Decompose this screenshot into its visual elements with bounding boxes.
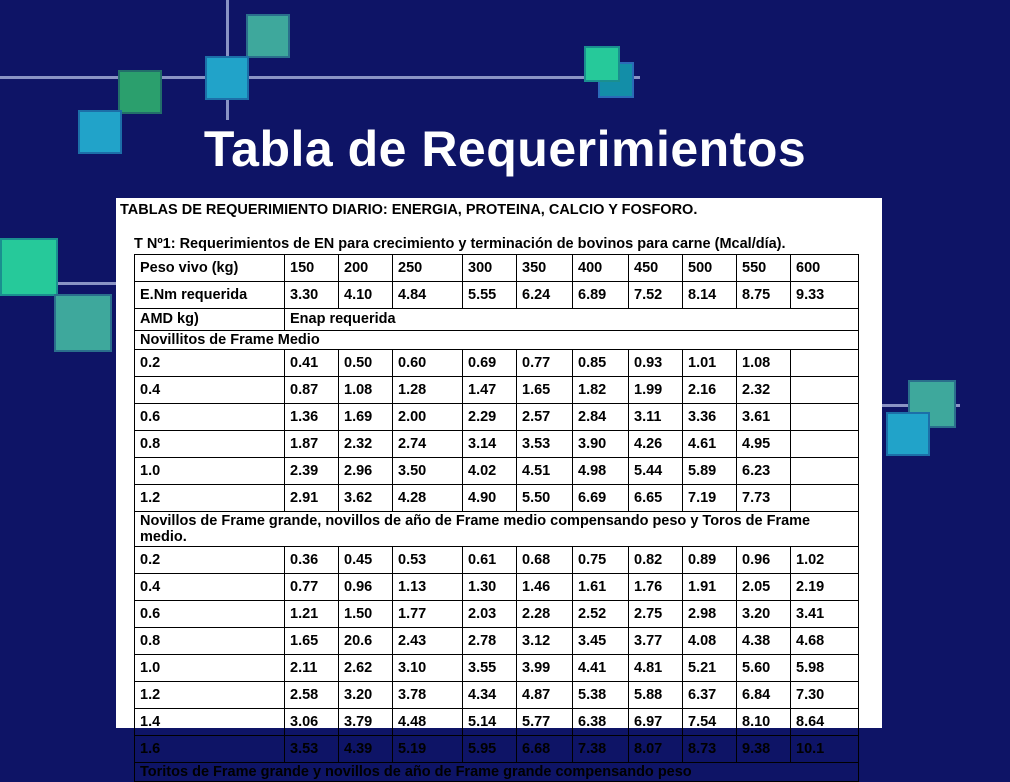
table-cell: 450 <box>629 255 683 282</box>
table-cell: 2.43 <box>393 628 463 655</box>
table-cell: 2.96 <box>339 458 393 485</box>
table-cell: 1.91 <box>683 574 737 601</box>
document-heading: TABLAS DE REQUERIMIENTO DIARIO: ENERGIA, PROTEINA, CALCIO Y FOSFORO. <box>120 202 698 218</box>
table-cell: 4.38 <box>737 628 791 655</box>
table-cell: 0.69 <box>463 350 517 377</box>
table-cell: 4.81 <box>629 655 683 682</box>
table-cell: 7.19 <box>683 485 737 512</box>
table-row <box>135 682 859 709</box>
table-cell: 4.02 <box>463 458 517 485</box>
table-cell: 0.61 <box>463 547 517 574</box>
table-header-row <box>135 255 859 282</box>
row-label: 1.4 <box>135 709 285 736</box>
table-row <box>135 431 859 458</box>
table-cell: 6.24 <box>517 282 573 309</box>
table-cell: 0.36 <box>285 547 339 574</box>
table-cell: 6.68 <box>517 736 573 763</box>
table-cell: 2.58 <box>285 682 339 709</box>
table-cell: 9.33 <box>791 282 859 309</box>
table-cell: 5.21 <box>683 655 737 682</box>
section-title: Novillitos de Frame Medio <box>135 331 859 350</box>
table-cell: 2.84 <box>573 404 629 431</box>
table-cell: 3.14 <box>463 431 517 458</box>
table-cell: 1.47 <box>463 377 517 404</box>
table-cell: 0.50 <box>339 350 393 377</box>
row-label: 1.2 <box>135 485 285 512</box>
table-cell: 1.87 <box>285 431 339 458</box>
table-cell: 2.98 <box>683 601 737 628</box>
table-cell: 0.93 <box>629 350 683 377</box>
table-cell: 4.08 <box>683 628 737 655</box>
table-cell: 0.75 <box>573 547 629 574</box>
table-cell: 3.79 <box>339 709 393 736</box>
row-label: 1.0 <box>135 655 285 682</box>
row-label: 1.0 <box>135 458 285 485</box>
table-row <box>135 601 859 628</box>
table-cell: 6.89 <box>573 282 629 309</box>
table-cell: 3.53 <box>285 736 339 763</box>
table-cell: 6.69 <box>573 485 629 512</box>
requirements-table <box>134 254 859 782</box>
table-cell: 0.68 <box>517 547 573 574</box>
decorative-line <box>0 76 640 79</box>
table-cell: 0.45 <box>339 547 393 574</box>
table-cell: 3.30 <box>285 282 339 309</box>
table-cell: 0.41 <box>285 350 339 377</box>
table-cell: 1.50 <box>339 601 393 628</box>
section-title-row <box>135 512 859 547</box>
table-cell: 1.61 <box>573 574 629 601</box>
section-title-row <box>135 763 859 782</box>
row-label: Peso vivo (kg) <box>135 255 285 282</box>
table-cell: 3.99 <box>517 655 573 682</box>
table-cell: 2.78 <box>463 628 517 655</box>
table-cell <box>791 485 859 512</box>
decorative-square <box>246 14 290 58</box>
table-cell: 10.1 <box>791 736 859 763</box>
table-cell: 1.65 <box>517 377 573 404</box>
table-cell: Enap requerida <box>285 309 859 331</box>
table-cell: 3.12 <box>517 628 573 655</box>
table-cell: 2.05 <box>737 574 791 601</box>
table-row <box>135 574 859 601</box>
row-label: 0.2 <box>135 350 285 377</box>
table-cell: 4.84 <box>393 282 463 309</box>
table-cell: 1.30 <box>463 574 517 601</box>
table-cell: 0.77 <box>285 574 339 601</box>
table-cell: 4.51 <box>517 458 573 485</box>
table-cell: 1.69 <box>339 404 393 431</box>
table-row <box>135 628 859 655</box>
table-cell: 4.61 <box>683 431 737 458</box>
row-label: 0.2 <box>135 547 285 574</box>
table-row <box>135 547 859 574</box>
table-cell: 2.00 <box>393 404 463 431</box>
table-cell: 7.38 <box>573 736 629 763</box>
table-cell: 4.26 <box>629 431 683 458</box>
table-cell: 4.87 <box>517 682 573 709</box>
table-cell: 7.52 <box>629 282 683 309</box>
table-cell: 5.55 <box>463 282 517 309</box>
table-cell: 5.60 <box>737 655 791 682</box>
slide-title: Tabla de Requerimientos <box>203 121 807 177</box>
table-cell: 2.29 <box>463 404 517 431</box>
table-cell: 0.85 <box>573 350 629 377</box>
table-cell: 1.08 <box>737 350 791 377</box>
table-cell: 8.07 <box>629 736 683 763</box>
table-cell: 1.65 <box>285 628 339 655</box>
section-title-row <box>135 331 859 350</box>
row-label: 0.8 <box>135 628 285 655</box>
table-cell: 0.89 <box>683 547 737 574</box>
table-cell: 4.98 <box>573 458 629 485</box>
decorative-square <box>118 70 162 114</box>
decorative-square <box>584 46 620 82</box>
table-cell: 8.64 <box>791 709 859 736</box>
table-cell: 6.37 <box>683 682 737 709</box>
table-cell <box>791 377 859 404</box>
table-cell: 3.53 <box>517 431 573 458</box>
table-caption: T Nº1: Requerimientos de EN para crecimiento y terminación de bovinos para carne (Mcal/día). <box>134 236 786 252</box>
table-cell: 5.77 <box>517 709 573 736</box>
table-cell: 1.82 <box>573 377 629 404</box>
table-cell: 2.91 <box>285 485 339 512</box>
table-cell: 4.68 <box>791 628 859 655</box>
table-cell: 4.10 <box>339 282 393 309</box>
table-cell: 7.54 <box>683 709 737 736</box>
table-cell: 550 <box>737 255 791 282</box>
table-row <box>135 377 859 404</box>
table-cell: 5.98 <box>791 655 859 682</box>
table-cell: 0.82 <box>629 547 683 574</box>
table-cell: 3.55 <box>463 655 517 682</box>
table-cell: 0.87 <box>285 377 339 404</box>
row-label: 0.4 <box>135 574 285 601</box>
table-cell: 2.39 <box>285 458 339 485</box>
table-cell: 5.88 <box>629 682 683 709</box>
table-cell: 3.45 <box>573 628 629 655</box>
table-cell: 1.36 <box>285 404 339 431</box>
table-cell: 8.73 <box>683 736 737 763</box>
document-image <box>116 198 882 780</box>
section-title: Novillos de Frame grande, novillos de año de Frame medio compensando peso y Toros de Frame medio. <box>135 512 859 547</box>
table-cell: 6.38 <box>573 709 629 736</box>
table-cell: 0.96 <box>737 547 791 574</box>
table-cell <box>791 350 859 377</box>
table-cell: 600 <box>791 255 859 282</box>
table-cell: 3.06 <box>285 709 339 736</box>
table-cell: 6.84 <box>737 682 791 709</box>
table-cell: 4.48 <box>393 709 463 736</box>
table-row <box>135 655 859 682</box>
table-cell: 5.44 <box>629 458 683 485</box>
table-cell: 4.95 <box>737 431 791 458</box>
row-label: 1.6 <box>135 736 285 763</box>
row-label: 0.6 <box>135 404 285 431</box>
table-cell: 3.50 <box>393 458 463 485</box>
table-cell: 7.73 <box>737 485 791 512</box>
table-cell: 20.6 <box>339 628 393 655</box>
row-label: 1.2 <box>135 682 285 709</box>
table-cell: 4.34 <box>463 682 517 709</box>
table-cell: 2.16 <box>683 377 737 404</box>
row-label: E.Nm requerida <box>135 282 285 309</box>
decorative-square <box>886 412 930 456</box>
table-cell: 3.36 <box>683 404 737 431</box>
table-cell: 4.90 <box>463 485 517 512</box>
table-cell: 300 <box>463 255 517 282</box>
table-cell: 3.10 <box>393 655 463 682</box>
table-cell: 0.60 <box>393 350 463 377</box>
table-cell: 4.41 <box>573 655 629 682</box>
table-cell: 2.52 <box>573 601 629 628</box>
table-cell <box>791 404 859 431</box>
table-cell: 4.28 <box>393 485 463 512</box>
table-row <box>135 709 859 736</box>
table-cell: 200 <box>339 255 393 282</box>
table-cell: 3.20 <box>339 682 393 709</box>
table-cell: 6.23 <box>737 458 791 485</box>
table-cell: 1.28 <box>393 377 463 404</box>
table-cell: 3.77 <box>629 628 683 655</box>
table-cell: 9.38 <box>737 736 791 763</box>
table-cell: 5.38 <box>573 682 629 709</box>
row-label: 0.6 <box>135 601 285 628</box>
table-cell: 150 <box>285 255 339 282</box>
table-cell: 350 <box>517 255 573 282</box>
table-cell: 3.78 <box>393 682 463 709</box>
row-label: 0.4 <box>135 377 285 404</box>
table-cell: 0.77 <box>517 350 573 377</box>
decorative-square <box>0 238 58 296</box>
table-cell: 5.89 <box>683 458 737 485</box>
table-cell: 0.53 <box>393 547 463 574</box>
table-cell: 8.10 <box>737 709 791 736</box>
table-cell: 5.95 <box>463 736 517 763</box>
table-cell: 2.74 <box>393 431 463 458</box>
table-cell: 3.90 <box>573 431 629 458</box>
table-row <box>135 736 859 763</box>
table-cell: 250 <box>393 255 463 282</box>
table-cell: 1.01 <box>683 350 737 377</box>
table-cell <box>791 458 859 485</box>
table-row <box>135 485 859 512</box>
table-cell: 2.32 <box>737 377 791 404</box>
table-cell: 3.61 <box>737 404 791 431</box>
table-cell: 8.14 <box>683 282 737 309</box>
table-cell: 2.19 <box>791 574 859 601</box>
table-cell: 2.32 <box>339 431 393 458</box>
table-cell: 5.50 <box>517 485 573 512</box>
table-cell <box>791 431 859 458</box>
table-cell: 2.11 <box>285 655 339 682</box>
table-cell: 500 <box>683 255 737 282</box>
decorative-square <box>54 294 112 352</box>
table-cell: 4.39 <box>339 736 393 763</box>
table-cell: 3.11 <box>629 404 683 431</box>
table-cell: 7.30 <box>791 682 859 709</box>
table-cell: 1.13 <box>393 574 463 601</box>
table-row <box>135 404 859 431</box>
table-cell: 1.99 <box>629 377 683 404</box>
table-cell: 1.02 <box>791 547 859 574</box>
row-label: 0.8 <box>135 431 285 458</box>
table-cell: 5.19 <box>393 736 463 763</box>
table-cell: 1.08 <box>339 377 393 404</box>
table-cell: 2.62 <box>339 655 393 682</box>
section-title: Toritos de Frame grande y novillos de año de Frame grande compensando peso <box>135 763 859 782</box>
table-cell: 1.76 <box>629 574 683 601</box>
table-cell: 400 <box>573 255 629 282</box>
table-cell: 6.65 <box>629 485 683 512</box>
table-cell: 3.41 <box>791 601 859 628</box>
table-cell: 2.75 <box>629 601 683 628</box>
decorative-square <box>205 56 249 100</box>
table-cell: 2.03 <box>463 601 517 628</box>
amd-row <box>135 309 859 331</box>
row-label: AMD kg) <box>135 309 285 331</box>
table-cell: 1.21 <box>285 601 339 628</box>
table-cell: 6.97 <box>629 709 683 736</box>
table-cell: 8.75 <box>737 282 791 309</box>
table-header-row <box>135 282 859 309</box>
table-cell: 0.96 <box>339 574 393 601</box>
table-cell: 1.77 <box>393 601 463 628</box>
table-cell: 1.46 <box>517 574 573 601</box>
table-row <box>135 350 859 377</box>
table-cell: 5.14 <box>463 709 517 736</box>
table-cell: 2.57 <box>517 404 573 431</box>
table-cell: 2.28 <box>517 601 573 628</box>
table-row <box>135 458 859 485</box>
table-cell: 3.20 <box>737 601 791 628</box>
table-cell: 3.62 <box>339 485 393 512</box>
